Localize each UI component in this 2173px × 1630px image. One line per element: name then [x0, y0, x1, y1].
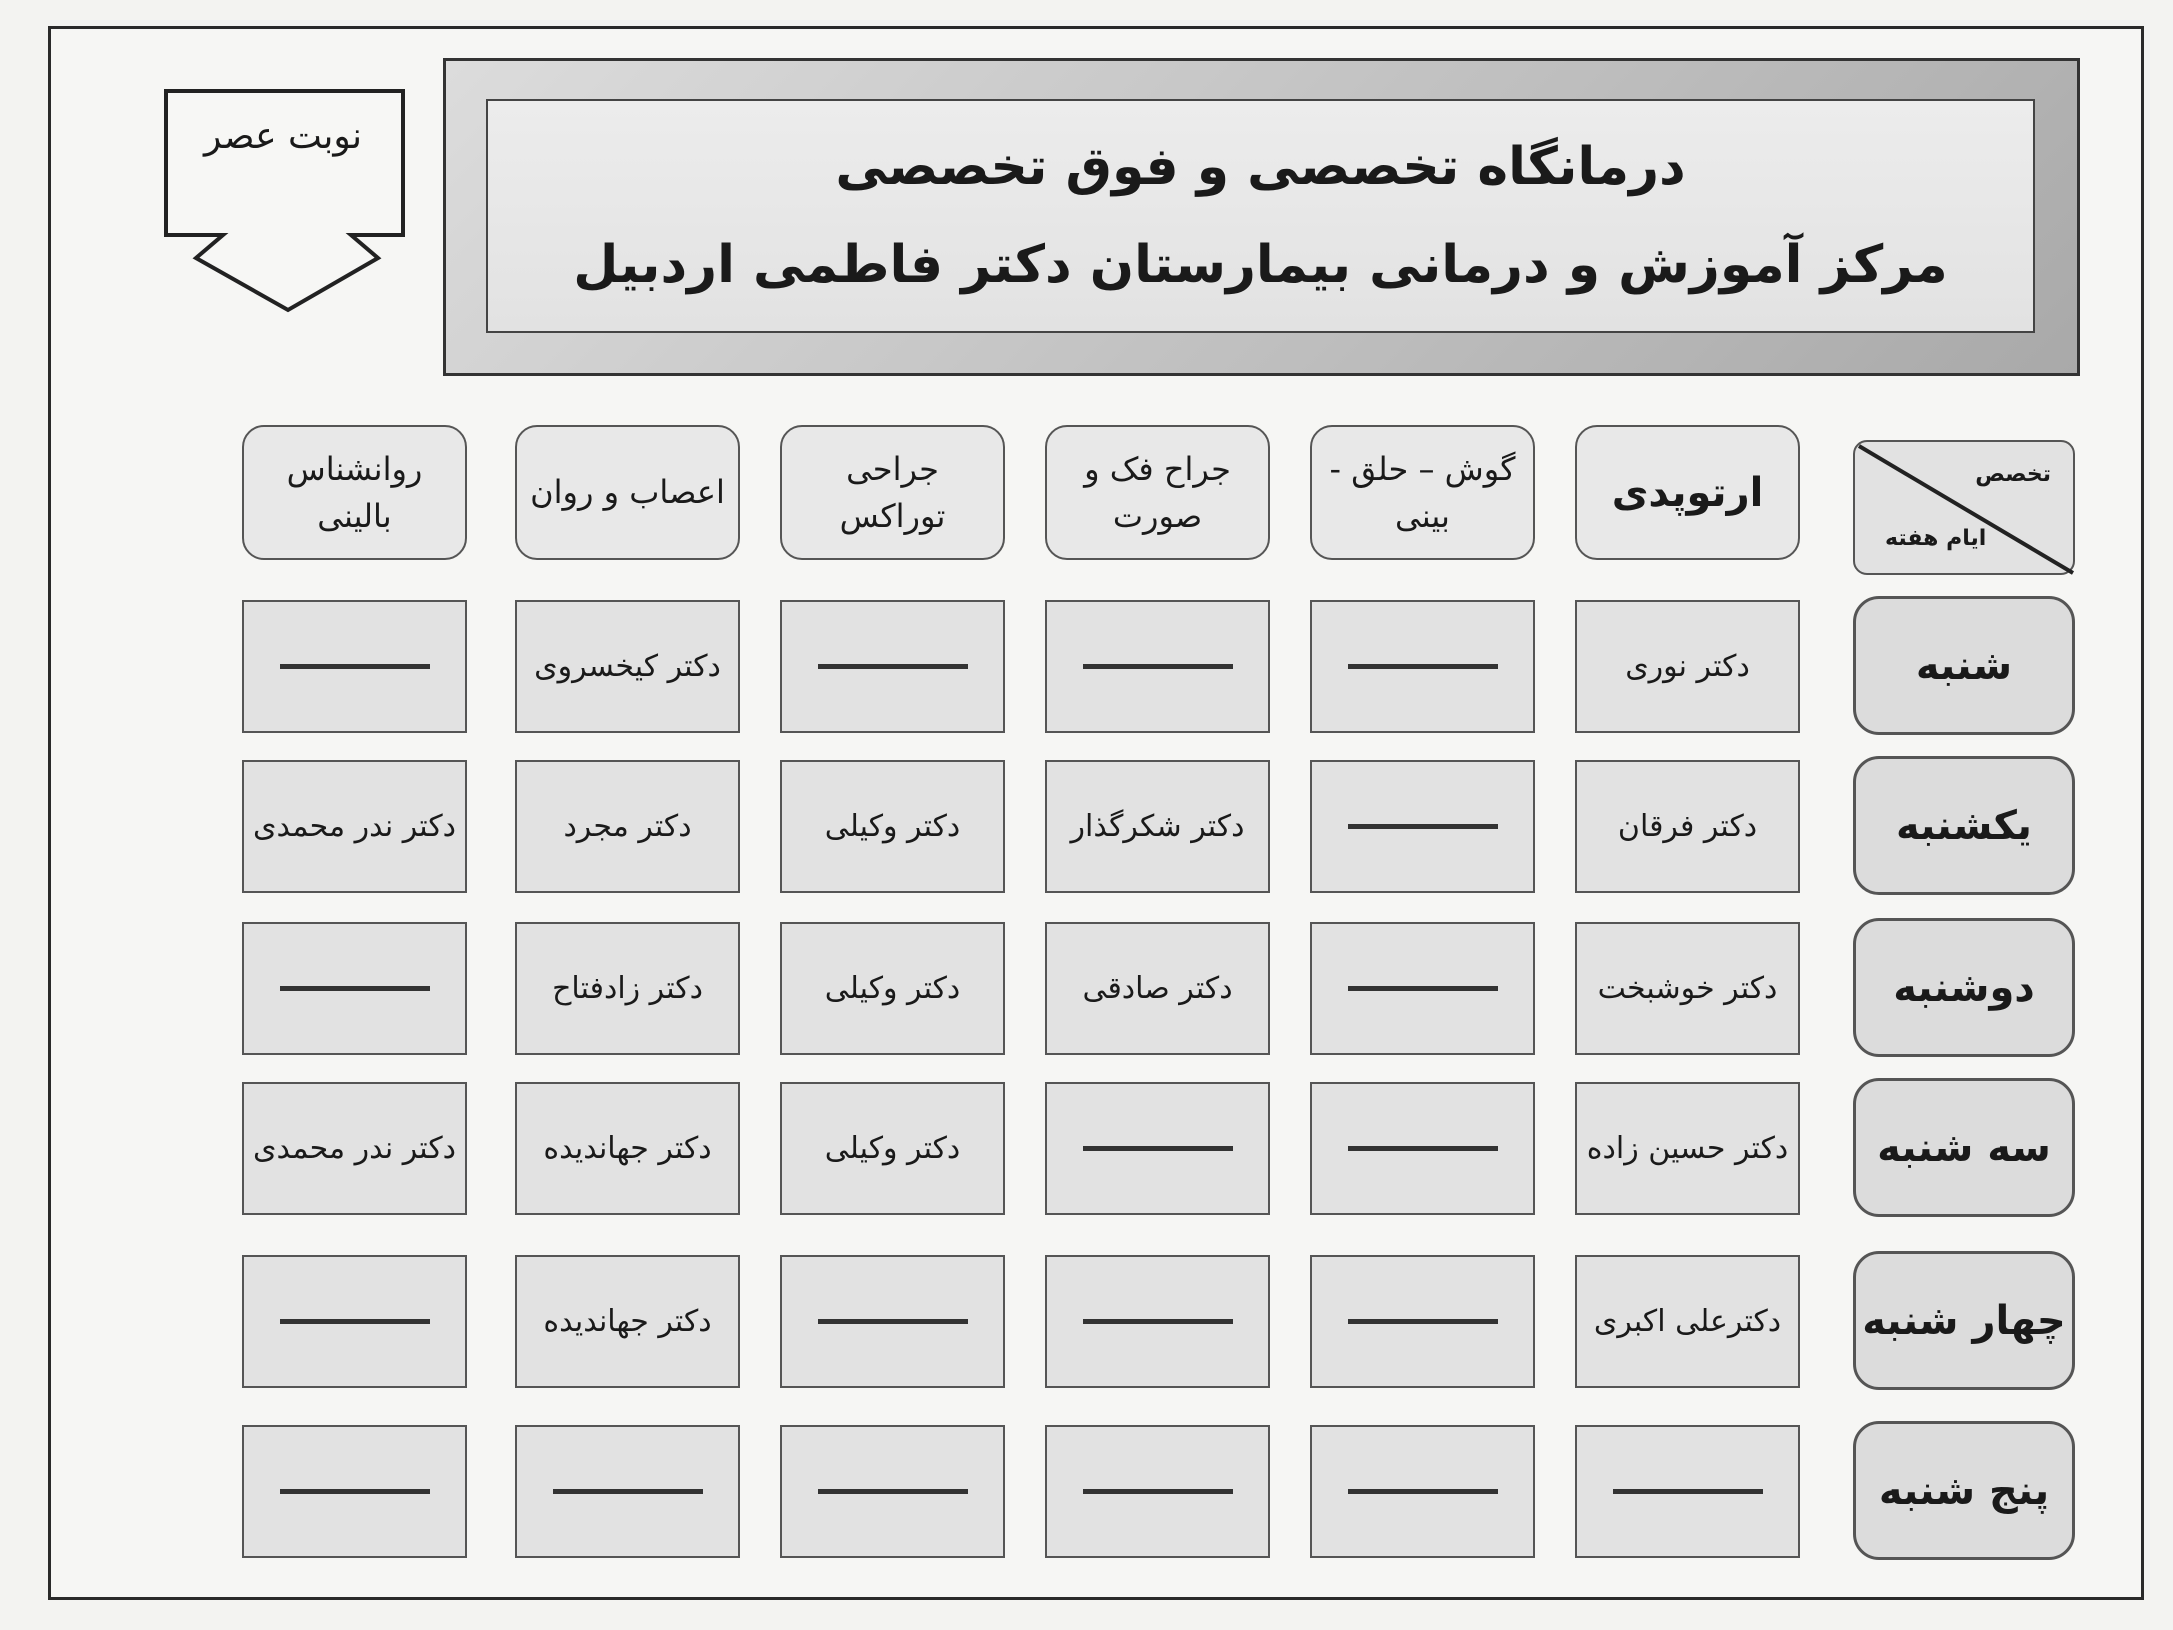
doctor-name: دکتر زادفتاح — [552, 971, 703, 1006]
specialty-header: جراحی توراکس — [780, 425, 1005, 560]
schedule-cell — [1045, 1082, 1270, 1215]
clinic-title: درمانگاه تخصصی و فوق تخصصی — [835, 137, 1686, 197]
schedule-cell — [242, 760, 467, 893]
title-inner-panel — [486, 99, 2035, 333]
empty-dash — [1348, 986, 1498, 991]
schedule-cell — [1575, 1255, 1800, 1388]
empty-dash — [818, 1489, 968, 1494]
schedule-cell — [1310, 760, 1535, 893]
hospital-title: مرکز آموزش و درمانی بیمارستان دکتر فاطمی اردبیل — [573, 235, 1948, 295]
schedule-cell — [780, 1255, 1005, 1388]
empty-dash — [1348, 824, 1498, 829]
corner-specialty-label: تخصص — [1975, 462, 2051, 487]
doctor-name: دکتر وکیلی — [824, 1131, 961, 1166]
specialty-header: جراح فک و صورت — [1045, 425, 1270, 560]
schedule-cell — [1045, 760, 1270, 893]
doctor-name: دکتر وکیلی — [824, 971, 961, 1006]
empty-dash — [1083, 1319, 1233, 1324]
doctor-name: دکتر ندر محمدی — [253, 1131, 456, 1166]
empty-dash — [1348, 1319, 1498, 1324]
empty-dash — [280, 986, 430, 991]
schedule-cell — [515, 1082, 740, 1215]
day-label: پنج شنبه — [1853, 1421, 2075, 1560]
schedule-cell — [1575, 600, 1800, 733]
empty-dash — [1083, 1489, 1233, 1494]
doctor-name: دکتر کیخسروی — [534, 649, 721, 684]
empty-dash — [280, 1489, 430, 1494]
schedule-cell — [515, 1425, 740, 1558]
empty-dash — [1348, 1489, 1498, 1494]
empty-dash — [1083, 664, 1233, 669]
specialty-header: ارتوپدی — [1575, 425, 1800, 560]
schedule-cell — [780, 760, 1005, 893]
schedule-cell — [515, 1255, 740, 1388]
doctor-name: دکتر صادقی — [1082, 971, 1233, 1006]
doctor-name: دکتر مجرد — [563, 809, 692, 844]
schedule-cell — [1310, 600, 1535, 733]
schedule-cell — [1045, 1255, 1270, 1388]
specialty-header: روانشناس بالینی — [242, 425, 467, 560]
schedule-cell — [242, 922, 467, 1055]
schedule-cell — [515, 760, 740, 893]
day-label: سه شنبه — [1853, 1078, 2075, 1217]
doctor-name: دکتر وکیلی — [824, 809, 961, 844]
title-banner — [443, 58, 2080, 376]
schedule-cell — [515, 600, 740, 733]
schedule-cell — [515, 922, 740, 1055]
schedule-cell — [1310, 922, 1535, 1055]
empty-dash — [1348, 1146, 1498, 1151]
doctor-name: دکتر حسین زاده — [1586, 1131, 1789, 1166]
doctor-name: دکتر ندر محمدی — [253, 809, 456, 844]
schedule-cell — [1575, 1082, 1800, 1215]
schedule-cell — [242, 1425, 467, 1558]
schedule-cell — [1045, 1425, 1270, 1558]
empty-dash — [280, 1319, 430, 1324]
schedule-cell — [242, 1082, 467, 1215]
doctor-name: دکترعلی اکبری — [1593, 1304, 1782, 1339]
doctor-name: دکتر جهاندیده — [543, 1131, 712, 1166]
empty-dash — [1613, 1489, 1763, 1494]
schedule-cell — [780, 922, 1005, 1055]
schedule-cell — [780, 600, 1005, 733]
corner-cell — [1853, 440, 2075, 575]
schedule-cell — [1045, 600, 1270, 733]
empty-dash — [280, 664, 430, 669]
doctor-name: دکتر شکرگذار — [1070, 809, 1245, 844]
schedule-cell — [1310, 1255, 1535, 1388]
schedule-cell — [1575, 922, 1800, 1055]
day-label: دوشنبه — [1853, 918, 2075, 1057]
schedule-cell — [1045, 922, 1270, 1055]
specialty-header: اعصاب و روان — [515, 425, 740, 560]
empty-dash — [553, 1489, 703, 1494]
schedule-cell — [1575, 1425, 1800, 1558]
empty-dash — [1348, 664, 1498, 669]
specialty-header: گوش – حلق - بینی — [1310, 425, 1535, 560]
day-label: چهار شنبه — [1853, 1251, 2075, 1390]
schedule-cell — [780, 1425, 1005, 1558]
doctor-name: دکتر خوشبخت — [1597, 971, 1778, 1006]
schedule-cell — [242, 600, 467, 733]
day-label: شنبه — [1853, 596, 2075, 735]
day-label: یکشنبه — [1853, 756, 2075, 895]
schedule-cell — [1310, 1082, 1535, 1215]
corner-days-label: ایام هفته — [1885, 526, 1987, 551]
schedule-cell — [1310, 1425, 1535, 1558]
empty-dash — [818, 664, 968, 669]
doctor-name: دکتر جهاندیده — [543, 1304, 712, 1339]
doctor-name: دکتر نوری — [1625, 649, 1750, 684]
schedule-cell — [242, 1255, 467, 1388]
doctor-name: دکتر فرقان — [1617, 809, 1758, 844]
schedule-cell — [1575, 760, 1800, 893]
schedule-cell — [780, 1082, 1005, 1215]
empty-dash — [1083, 1146, 1233, 1151]
shift-label: نوبت عصر — [204, 116, 362, 157]
empty-dash — [818, 1319, 968, 1324]
